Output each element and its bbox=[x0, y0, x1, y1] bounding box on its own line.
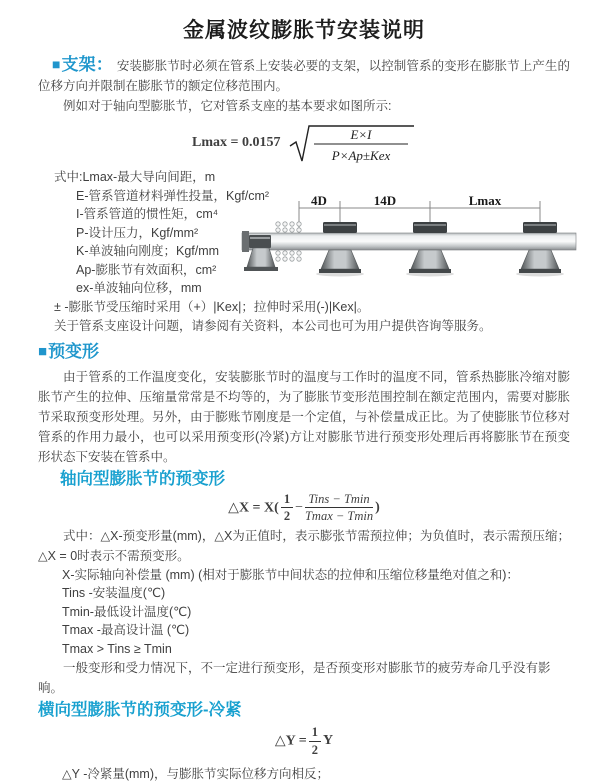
pipe-support-diagram bbox=[242, 194, 598, 290]
definition-and-diagram-area bbox=[38, 168, 570, 298]
axial-formula bbox=[38, 492, 570, 524]
lmax-formula-numerator: E×I bbox=[350, 127, 372, 142]
lateral-formula-lhs: △Y = bbox=[274, 733, 307, 749]
pipe bbox=[242, 233, 576, 250]
dim-label-14d: 14D bbox=[373, 193, 397, 208]
axial-formula-lhs: △X = X( bbox=[228, 500, 279, 516]
support-intro-text: 安装膨胀节时必须在管系上安装必要的支架，以控制管系的变形在膨胀节上产生的位移方向并限制在膨胀节的额定位移范围内。 bbox=[38, 59, 570, 93]
definition-line: K-单波轴向刚度；Kgf/mm bbox=[76, 244, 220, 258]
support-section-heading bbox=[52, 55, 113, 74]
section-square-icon: ■ bbox=[52, 56, 61, 72]
support-example-text: 例如对于轴向型膨胀节，它对管系支座的基本要求如图所示: bbox=[63, 99, 392, 113]
axial-item: Tmax -最高设计温 (℃) bbox=[62, 623, 190, 638]
support-heading-label: 支架： bbox=[61, 55, 113, 74]
dim-label-lmax: Lmax bbox=[468, 193, 502, 208]
axial-item: Tins -安装温度(℃) bbox=[62, 586, 166, 601]
lmax-formula bbox=[38, 120, 570, 166]
service-note: 关于管系支座设计问题，请参阅有关资料，本公司也可为用户提供咨询等服务。 bbox=[54, 318, 492, 333]
definition-line: I-管系管道的惯性矩，cm⁴ bbox=[76, 207, 219, 221]
axial-item: X-实际轴向补偿量 (mm) (相对于膨胀节中间状态的拉伸和压缩位移量绝对值之和)： bbox=[62, 567, 519, 582]
support-paragraph bbox=[38, 54, 570, 96]
one-half-fraction: $\frac{1}{2}$ bbox=[309, 725, 321, 757]
plus-minus-note: ± -膨胀节受压缩时采用（+）|Kex|；拉伸时采用(-)|Kex|。 bbox=[54, 300, 370, 314]
dim-label-4d: 4D bbox=[311, 193, 327, 208]
predeform-section-heading bbox=[38, 341, 570, 363]
predeform-heading-label: 预变形 bbox=[48, 342, 100, 361]
pipe-end-flange bbox=[242, 231, 249, 252]
sqrt-radical-figure bbox=[288, 120, 416, 166]
axial-formula-rhs: ) bbox=[375, 499, 380, 515]
lateral-formula bbox=[38, 725, 570, 757]
definition-line: P-设计压力，Kgf/mm² bbox=[76, 225, 199, 240]
lateral-subheading: 横向型膨胀节的预变形-冷紧 bbox=[38, 701, 242, 720]
lateral-formula-rhs: Y bbox=[322, 733, 334, 749]
lateral-note-text: △Y -冷紧量(mm)，与膨胀节实际位移方向相反； bbox=[62, 767, 330, 781]
axial-note-text: 一般变形和受力情况下，不一定进行预变形，是否预变形对膨胀节的疲劳寿命几乎没有影响。 bbox=[38, 661, 551, 696]
axial-subheading: 轴向型膨胀节的预变形 bbox=[60, 470, 225, 488]
axial-symbol-list bbox=[38, 566, 570, 659]
lmax-formula-lhs: Lmax = 0.0157 bbox=[192, 135, 281, 150]
predeform-body-text: 由于管系的工作温度变化，安装膨胀节时的温度与工作时的温度不同，管系热膨胀冷缩对膨胀节产生的拉伸、压缩量常常是不均等的，为了膨胀节变形范围控制在额定范围内，需要对膨胀节采取预变形处理。另外，由于膨账节刚度是一个定值，与补偿量成正比。为了使膨胀节位移对管系的作用力最小，也可以采用预变形(冷紧)方让对膨胀节进行预变形处理后再将膨胀节在预变形状态下安装在管系中。 bbox=[38, 370, 570, 464]
one-half-fraction: $\frac{1}{2}$ bbox=[281, 492, 293, 524]
minus-sign: − bbox=[295, 499, 303, 515]
axial-item: Tmin-最低设计温度(℃) bbox=[62, 604, 192, 619]
lmax-formula-denominator: P×Ap±Kex bbox=[331, 148, 391, 163]
definition-line: Ap-膨胀节有效面积，cm² bbox=[76, 262, 217, 277]
definition-line: 式中:Lmax-最大导向间距，m bbox=[54, 170, 216, 184]
definition-line: E-管系管道材料弹性投量，Kgf/cm² bbox=[76, 188, 270, 203]
definition-line: ex-单波轴向位移，mm bbox=[76, 281, 202, 295]
temperature-fraction: $\frac{\text{Tins − Tmin}}{Tmax - Tmin}$ bbox=[304, 492, 374, 524]
section-square-icon: ■ bbox=[38, 343, 48, 360]
axial-item: Tmax > Tins ≥ Tmin bbox=[62, 641, 172, 656]
page-title: 金属波纹膨胀节安装说明 bbox=[183, 19, 425, 42]
axial-explain-text: 式中：△X-预变形量(mm)，△X为正值时，表示膨张节需预拉伸；为负值时，表示需预压缩；△X = 0时表示不需预变形。 bbox=[38, 528, 570, 563]
